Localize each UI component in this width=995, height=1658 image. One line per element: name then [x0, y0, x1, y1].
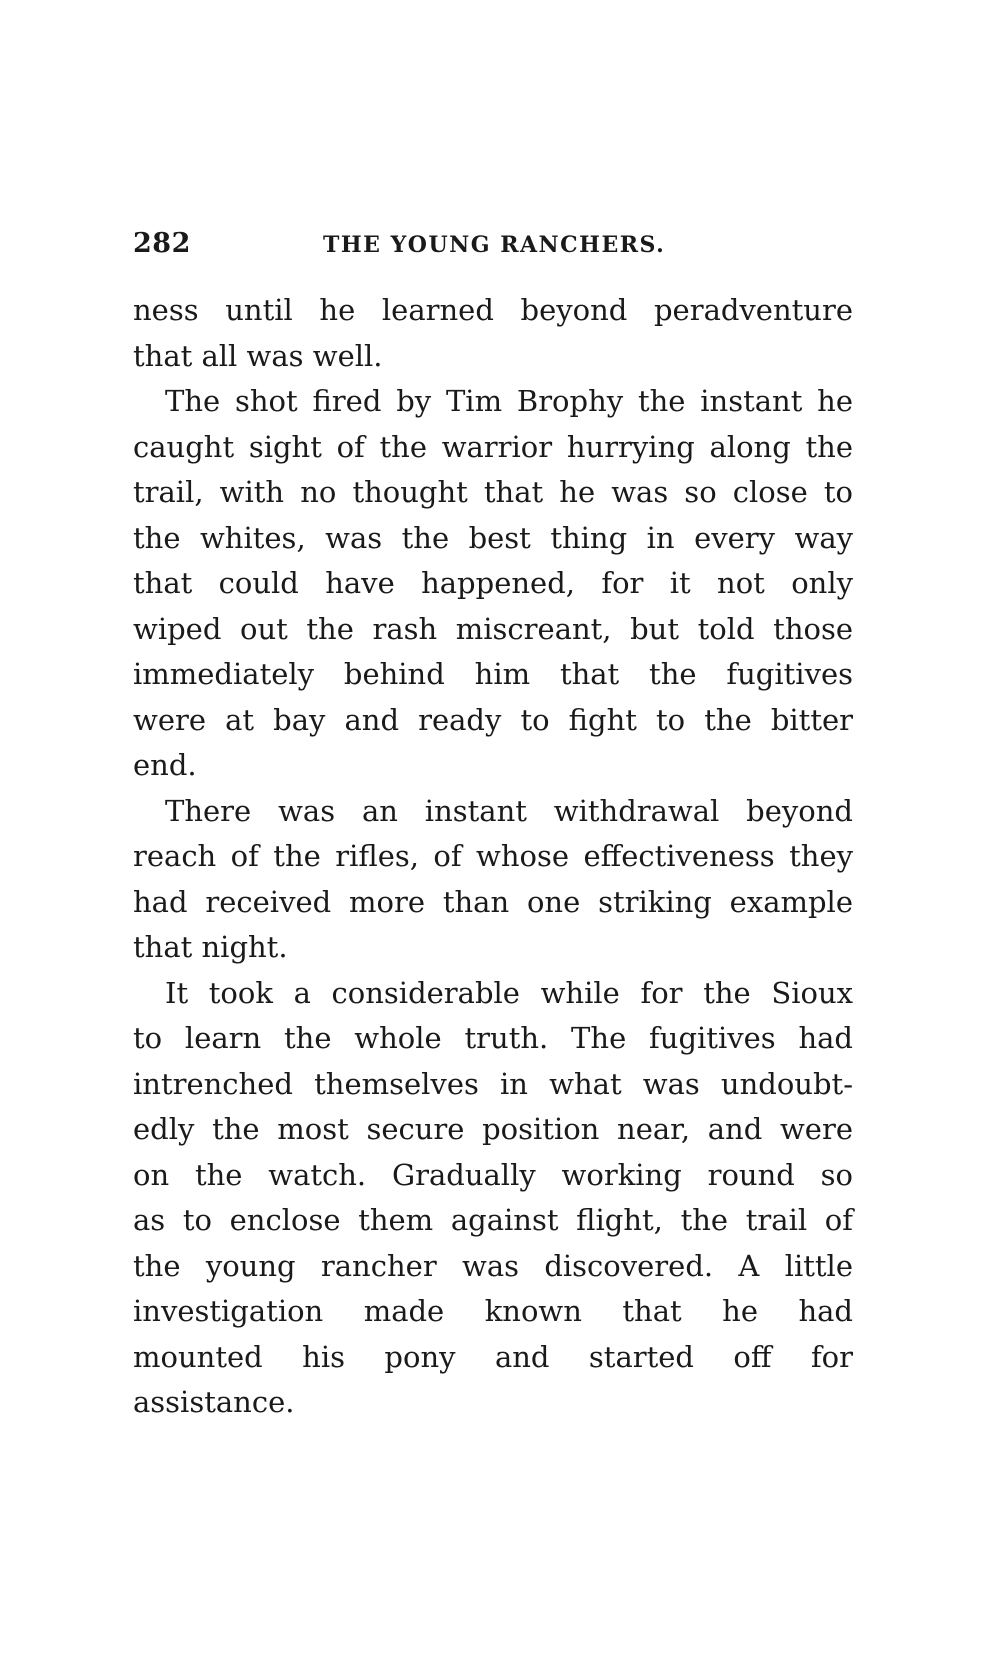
text-line: the young rancher was discovered. A little — [133, 1248, 853, 1283]
text-line: that night. — [133, 930, 288, 964]
text-line: had received more than one striking example — [133, 884, 853, 919]
page-header — [133, 228, 893, 268]
text-line: reach of the rifles, of whose effectiveness they — [133, 839, 853, 873]
text-line: trail, with no thought that he was so close to — [133, 475, 853, 509]
text-line: mounted his pony and started off for — [133, 1339, 853, 1374]
text-line: that could have happened, for it not only — [133, 566, 853, 600]
text-line: end. — [133, 748, 197, 782]
text-line: assistance. — [133, 1385, 295, 1419]
text-line: caught sight of the warrior hurrying along the — [133, 429, 853, 464]
text-line: wiped out the rash miscreant, but told those — [133, 611, 853, 646]
text-line: the whites, was the best thing in every way — [133, 520, 853, 555]
text-line: as to enclose them against flight, the trail of — [133, 1203, 853, 1237]
text-line: on the watch. Gradually working round so — [133, 1157, 853, 1192]
paragraph-3 — [133, 789, 853, 971]
body-text — [133, 288, 853, 1426]
text-line: edly the most secure position near, and were — [133, 1112, 853, 1146]
paragraph-4 — [133, 971, 853, 1426]
text-line: ness until he learned beyond peradventure — [133, 293, 853, 327]
text-line: that all was well. — [133, 338, 383, 373]
running-title: THE YOUNG RANCHERS. — [323, 232, 666, 258]
text-line: It took a considerable while for the Sioux — [165, 975, 853, 1010]
text-line: The shot fired by Tim Brophy the instant he — [165, 384, 853, 418]
paragraph-1 — [133, 288, 853, 379]
text-line: intrenched themselves in what was undoubt- — [133, 1066, 853, 1101]
text-line: were at bay and ready to fight to the bitter — [133, 702, 853, 737]
text-line: to learn the whole truth. The fugitives had — [133, 1021, 853, 1055]
text-line: immediately behind him that the fugitives — [133, 657, 853, 691]
text-line: There was an instant withdrawal beyond — [165, 793, 853, 828]
page-number: 282 — [133, 228, 191, 259]
text-line: investigation made known that he had — [133, 1294, 853, 1328]
paragraph-2 — [133, 379, 853, 789]
